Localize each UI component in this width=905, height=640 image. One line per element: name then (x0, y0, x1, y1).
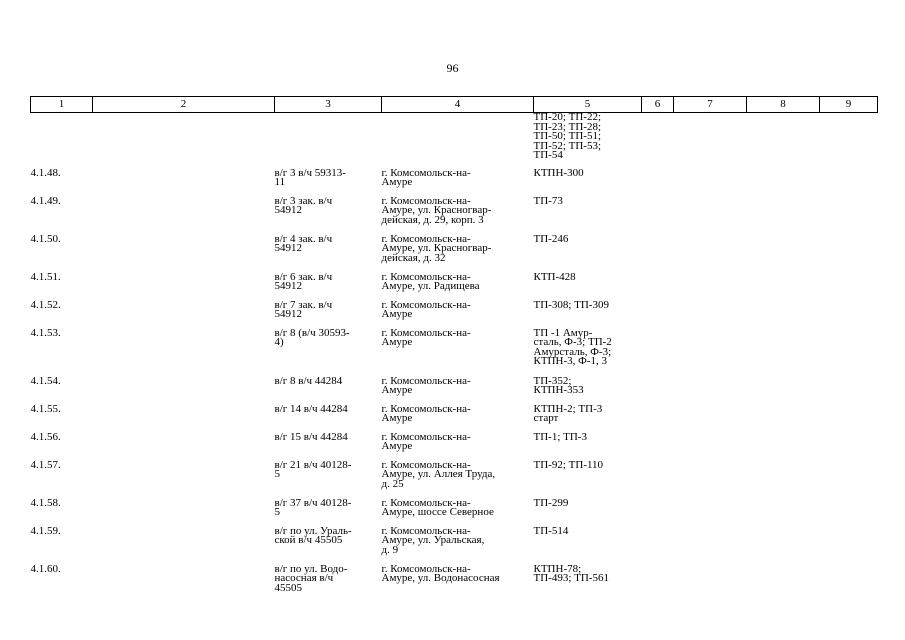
cell-col-6 (642, 461, 674, 499)
table-row (31, 377, 878, 405)
cell-col-8 (747, 499, 820, 527)
cell-col-8 (747, 301, 820, 329)
cell-col-8 (747, 113, 820, 169)
cell-col-8 (747, 461, 820, 499)
table-row (31, 301, 878, 329)
table-row (31, 461, 878, 499)
cell-col-4: г. Комсомольск-на- Амуре, ул. Водонасосная (381, 562, 500, 584)
cell-col-3: в/г по ул. Водо- насосная в/ч 45505 (274, 562, 348, 594)
cell-col-6 (642, 113, 674, 169)
cell-col-2 (93, 235, 275, 273)
header-col-3: 3 (275, 97, 382, 113)
data-table (30, 96, 878, 603)
cell-col-1: 4.1.50. (30, 232, 61, 245)
cell-col-2 (93, 433, 275, 461)
cell-col-2 (93, 113, 275, 169)
cell-col-3: в/г 15 в/ч 44284 (274, 430, 348, 443)
cell-col-4: г. Комсомольск-на- Амуре, ул. Уральская, д. 9 (381, 524, 485, 556)
cell-col-7 (674, 301, 747, 329)
cell-col-3: в/г 8 (в/ч 30593- 4) (274, 326, 350, 348)
header-col-7: 7 (674, 97, 747, 113)
table-row (31, 197, 878, 235)
cell-col-7 (674, 433, 747, 461)
cell-col-8 (747, 565, 820, 603)
cell-col-3: в/г 7 зак. в/ч 54912 (274, 298, 333, 320)
cell-col-9 (820, 169, 878, 197)
cell-col-2 (93, 461, 275, 499)
cell-col-9 (820, 565, 878, 603)
cell-col-3: в/г 8 в/ч 44284 (274, 374, 343, 387)
cell-col-8 (747, 377, 820, 405)
table-row (31, 499, 878, 527)
cell-col-4: г. Комсомольск-на- Амуре, ул. Красногвар- дейская, д. 32 (381, 232, 492, 264)
header-col-2: 2 (93, 97, 275, 113)
cell-col-3: в/г по ул. Ураль- ской в/ч 45505 (274, 524, 352, 546)
cell-col-1: 4.1.48. (30, 166, 61, 179)
cell-col-9 (820, 113, 878, 169)
cell-col-4: г. Комсомольск-на- Амуре, ул. Радищева (381, 270, 480, 292)
cell-col-9 (820, 527, 878, 565)
cell-col-7 (674, 113, 747, 169)
table-row (31, 235, 878, 273)
cell-col-7 (674, 377, 747, 405)
cell-col-4: г. Комсомольск-на- Амуре (381, 430, 471, 452)
cell-col-8 (747, 433, 820, 461)
cell-col-9 (820, 197, 878, 235)
cell-col-3: в/г 6 зак. в/ч 54912 (274, 270, 333, 292)
cell-col-5: ТП-514 (533, 524, 569, 537)
header-col-9: 9 (820, 97, 878, 113)
cell-col-9 (820, 235, 878, 273)
cell-col-5: КТПН-78; ТП-493; ТП-561 (533, 562, 609, 584)
table-row (31, 169, 878, 197)
cell-col-6 (642, 301, 674, 329)
cell-col-4: г. Комсомольск-на- Амуре, шоссе Северное (381, 496, 494, 518)
cell-col-2 (93, 527, 275, 565)
cell-col-1: 4.1.49. (30, 194, 61, 207)
cell-col-5: ТП-299 (533, 496, 569, 509)
cell-col-2 (93, 565, 275, 603)
cell-col-4: г. Комсомольск-на- Амуре (381, 374, 471, 396)
cell-col-1: 4.1.56. (30, 430, 61, 443)
cell-col-3 (275, 113, 382, 169)
header-col-1: 1 (31, 97, 93, 113)
cell-col-7 (674, 197, 747, 235)
cell-col-1 (31, 113, 93, 169)
cell-col-8 (747, 169, 820, 197)
cell-col-4: г. Комсомольск-на- Амуре, ул. Красногвар- дейская, д. 29, корп. 3 (381, 194, 492, 226)
cell-col-3: в/г 3 в/ч 59313- 11 (274, 166, 346, 188)
cell-col-1: 4.1.60. (30, 562, 61, 575)
cell-col-9 (820, 405, 878, 433)
page-number: 96 (446, 61, 459, 75)
cell-col-6 (642, 273, 674, 301)
cell-col-2 (93, 377, 275, 405)
cell-col-6 (642, 169, 674, 197)
cell-col-6 (642, 433, 674, 461)
cell-col-5: КТПН-2; ТП-3 старт (533, 402, 603, 424)
cell-col-4: г. Комсомольск-на- Амуре, ул. Аллея Труда, д. 25 (381, 458, 496, 490)
cell-col-3: в/г 14 в/ч 44284 (274, 402, 348, 415)
cell-col-7 (674, 329, 747, 377)
cell-col-8 (747, 235, 820, 273)
cell-col-6 (642, 329, 674, 377)
cell-col-4: г. Комсомольск-на- Амуре (381, 402, 471, 424)
cell-col-5: ТП-246 (533, 232, 569, 245)
cell-col-5: ТП-1; ТП-3 (533, 430, 587, 443)
cell-col-7 (674, 527, 747, 565)
table-row (31, 113, 878, 169)
cell-col-4 (382, 113, 534, 169)
cell-col-2 (93, 499, 275, 527)
cell-col-9 (820, 329, 878, 377)
cell-col-8 (747, 527, 820, 565)
cell-col-6 (642, 405, 674, 433)
cell-col-6 (642, 197, 674, 235)
cell-col-2 (93, 405, 275, 433)
cell-col-9 (820, 433, 878, 461)
cell-col-4: г. Комсомольск-на- Амуре (381, 298, 471, 320)
cell-col-7 (674, 169, 747, 197)
header-col-5: 5 (534, 97, 642, 113)
cell-col-9 (820, 301, 878, 329)
cell-col-1: 4.1.54. (30, 374, 61, 387)
header-col-6: 6 (642, 97, 674, 113)
cell-col-2 (93, 329, 275, 377)
table-row (31, 527, 878, 565)
cell-col-3: в/г 21 в/ч 40128- 5 (274, 458, 352, 480)
cell-col-5: КТПН-300 (533, 166, 584, 179)
cell-col-7 (674, 405, 747, 433)
header-col-8: 8 (747, 97, 820, 113)
table-row (31, 405, 878, 433)
cell-col-1: 4.1.55. (30, 402, 61, 415)
cell-col-1: 4.1.53. (30, 326, 61, 339)
cell-col-5: ТП-20; ТП-22; ТП-23; ТП-28; ТП-50; ТП-51; ТП-52; ТП-53; ТП-54 (533, 111, 602, 161)
cell-col-7 (674, 565, 747, 603)
cell-col-5: ТП-352; КТПН-353 (533, 374, 584, 396)
cell-col-8 (747, 329, 820, 377)
cell-col-5: ТП-92; ТП-110 (533, 458, 604, 471)
cell-col-9 (820, 461, 878, 499)
cell-col-6 (642, 565, 674, 603)
cell-col-6 (642, 235, 674, 273)
cell-col-2 (93, 273, 275, 301)
cell-col-9 (820, 377, 878, 405)
cell-col-1: 4.1.59. (30, 524, 61, 537)
cell-col-8 (747, 197, 820, 235)
cell-col-4: г. Комсомольск-на- Амуре (381, 166, 471, 188)
cell-col-5: ТП-73 (533, 194, 563, 207)
cell-col-3: в/г 4 зак. в/ч 54912 (274, 232, 333, 254)
cell-col-7 (674, 273, 747, 301)
cell-col-5: КТП-428 (533, 270, 576, 283)
table-row (31, 273, 878, 301)
cell-col-8 (747, 273, 820, 301)
cell-col-3: в/г 3 зак. в/ч 54912 (274, 194, 333, 216)
table-row (31, 433, 878, 461)
cell-col-7 (674, 499, 747, 527)
table-row (31, 565, 878, 603)
cell-col-5: ТП-308; ТП-309 (533, 298, 609, 311)
cell-col-4: г. Комсомольск-на- Амуре (381, 326, 471, 348)
cell-col-3: в/г 37 в/ч 40128- 5 (274, 496, 352, 518)
cell-col-1: 4.1.58. (30, 496, 61, 509)
cell-col-8 (747, 405, 820, 433)
cell-col-2 (93, 169, 275, 197)
header-row (31, 97, 878, 113)
cell-col-6 (642, 377, 674, 405)
cell-col-9 (820, 273, 878, 301)
header-col-4: 4 (382, 97, 534, 113)
cell-col-5: ТП -1 Амур- сталь, Ф-3; ТП-2 Амурсталь, Ф-3; КТПН-3, Ф-1, 3 (533, 326, 612, 367)
cell-col-6 (642, 527, 674, 565)
cell-col-7 (674, 235, 747, 273)
cell-col-2 (93, 301, 275, 329)
cell-col-1: 4.1.57. (30, 458, 61, 471)
table-row (31, 329, 878, 377)
cell-col-9 (820, 499, 878, 527)
cell-col-2 (93, 197, 275, 235)
cell-col-1: 4.1.52. (30, 298, 61, 311)
cell-col-7 (674, 461, 747, 499)
cell-col-6 (642, 499, 674, 527)
cell-col-1: 4.1.51. (30, 270, 61, 283)
